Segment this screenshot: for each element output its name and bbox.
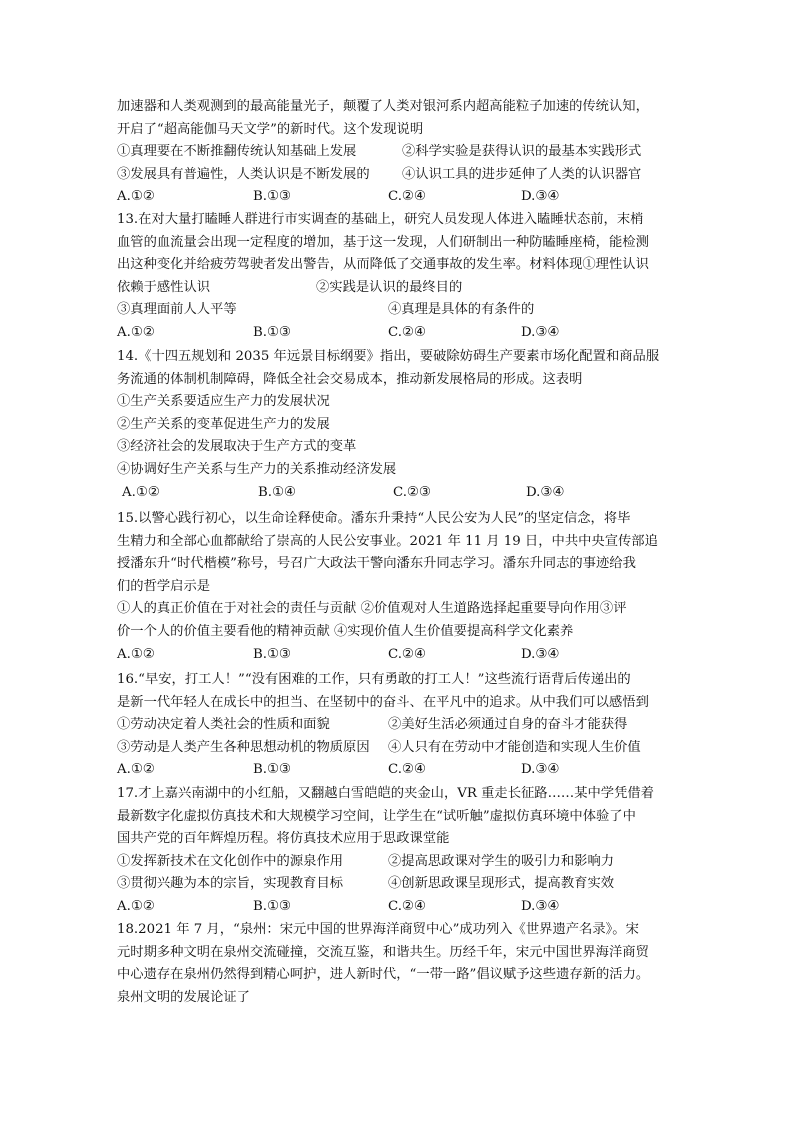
option-d: D.③④ (521, 898, 560, 914)
question-text-line: 是新一代年轻人在成长中的担当、在坚韧中的奋斗、在平凡中的追求。从中我们可以感悟到 (117, 694, 649, 710)
answer-options (117, 186, 683, 209)
option-b: B.①③ (253, 898, 291, 914)
statement-row (117, 714, 683, 737)
option-d: D.③④ (521, 762, 560, 778)
option-a: A.①② (117, 189, 155, 205)
statement-item: ②实践是认识的最终目的 (316, 279, 463, 295)
question-text-line: 务流通的体制机制障碍，降低全社会交易成本，推动新发展格局的形成。这表明 (117, 371, 583, 387)
statement-item: ④认识工具的进步延伸了人类的认识器官 (402, 166, 642, 182)
question-15 (117, 508, 683, 666)
answer-options (117, 644, 683, 667)
question-16 (117, 669, 683, 782)
statement-row (117, 277, 683, 300)
question-text-line: 血管的血流量会出现一定程度的增加，基于这一发现，人们研制出一种防瞌睡座椅，能检测 (117, 234, 649, 250)
question-text-line: 价一个人的价值主要看他的精神贡献 ④实现价值人生价值要提高科学文化素养 (117, 623, 574, 639)
question-14 (117, 346, 683, 504)
question-12 (117, 96, 683, 209)
question-text-line: 出这种变化并给疲劳驾驶者发出警告，从而降低了交通事故的发生率。材料体现①理性认识 (117, 257, 649, 273)
option-a: A.①② (117, 762, 155, 778)
option-a: A.①② (117, 646, 155, 662)
statement-item: ②生产关系的变革促进生产力的发展 (117, 416, 330, 432)
statement-item: ③发展具有普遍性，人类认识是不断发展的 (117, 166, 370, 182)
option-b: B.①③ (253, 324, 291, 340)
question-18 (117, 919, 683, 1009)
statement-item: ④协调好生产关系与生产力的关系推动经济发展 (117, 461, 397, 477)
option-b: B.①③ (253, 762, 291, 778)
option-d: D.③④ (521, 189, 560, 205)
option-c: C.②③ (393, 484, 431, 500)
question-text-line: 元时期多种文明在泉州交流碰撞，交流互鉴，和谐共生。历经千年，宋元中国世界海洋商贸 (117, 944, 649, 960)
question-text-line: ①人的真正价值在于对社会的责任与贡献 ②价值观对人生道路选择起重要导向作用③评 (117, 601, 627, 617)
statement-item: ①劳动决定着人类社会的性质和面貌 (117, 717, 330, 733)
statement-item: ④人只有在劳动中才能创造和实现人生价值 (388, 739, 641, 755)
statement-item: 依赖于感性认识 (117, 279, 211, 295)
answer-options (117, 896, 683, 919)
statement-item: ④创新思政课呈现形式，提高教育实效 (388, 876, 615, 892)
statement-row (117, 873, 683, 896)
answer-options (122, 482, 688, 505)
question-text-line: 15.以警心践行初心，以生命诠释使命。潘东升秉持“人民公安为人民”的坚定信念，将毕 (117, 511, 631, 526)
question-text-line: 中心遗存在泉州仍然得到精心呵护，进人新时代，“一带一路”倡议赋予这些遗存新的活力。 (117, 967, 650, 983)
option-d: D.③④ (521, 324, 560, 340)
question-text-line: 开启了“超高能伽马天文学”的新时代。这个发现说明 (117, 121, 424, 137)
question-text-line: 17.才上嘉兴南湖中的小红船，又翻越白雪皑皑的夹金山，VR 重走长征路……某中学凭借着 (117, 786, 654, 801)
statement-row (117, 851, 683, 874)
statement-item: ③真理面前人人平等 (117, 302, 237, 318)
statement-item: ③经济社会的发展取决于生产方式的变革 (117, 439, 357, 455)
option-b: B.①③ (253, 646, 291, 662)
statement-item: ①真理要在不断推翻传统认知基础上发展 (117, 144, 357, 160)
statement-row (117, 141, 683, 164)
question-text-line: 最新数字化虚拟仿真技术和大规模学习空间，让学生在“试听触”虚拟仿真环境中体验了中 (117, 808, 636, 824)
statement-item: ③劳动是人类产生各种思想动机的物质原因 (117, 739, 370, 755)
option-a: A.①② (117, 898, 155, 914)
option-c: C.②④ (388, 189, 426, 205)
statement-item: ①发挥新技术在文化创作中的源泉作用 (117, 853, 344, 869)
option-d: D.③④ (521, 646, 560, 662)
answer-options (117, 322, 683, 345)
question-text-line: 生精力和全部心血都献给了崇高的人民公安事业。2021 年 11 月 19 日，中共中央宣传部追 (117, 533, 658, 549)
question-13 (117, 209, 683, 345)
option-b: B.①③ (253, 189, 291, 205)
question-text-line: 国共产党的百年辉煌历程。将仿真技术应用于思政课堂能 (117, 831, 450, 847)
question-text-line: 16.“早安，打工人！”“没有困难的工作，只有勇敢的打工人！”这些流行语背后传递出的 (117, 672, 631, 687)
statement-row (117, 737, 683, 760)
option-d: D.③④ (526, 484, 565, 500)
statement-row (117, 164, 683, 187)
question-text-line: 14.《十四五规划和 2035 年远景目标纲要》指出，要破除妨碍生产要素市场化配置和商品服 (117, 349, 660, 364)
question-text-line: 加速器和人类观测到的最高能量光子，颠覆了人类对银河系内超高能粒子加速的传统认知， (117, 99, 649, 114)
option-c: C.②④ (388, 762, 426, 778)
statement-item: ④真理是具体的有条件的 (388, 302, 535, 318)
question-text-line: 们的哲学启示是 (117, 578, 211, 594)
statement-item: ②美好生活必须通过自身的奋斗才能获得 (388, 717, 628, 733)
statement-item: ①生产关系要适应生产力的发展状况 (117, 394, 330, 410)
option-a: A.①② (117, 324, 155, 340)
question-text-line: 13.在对大量打瞌睡人群进行市实调查的基础上，研究人员发现人体进入瞌睡状态前，末梢 (117, 212, 644, 227)
option-b: B.①④ (258, 484, 296, 500)
option-c: C.②④ (388, 324, 426, 340)
statement-row (117, 299, 683, 322)
option-a: A.①② (122, 484, 160, 500)
question-text-line: 授潘东升“时代楷模”称号，号召广大政法干警向潘东升同志学习。潘东升同志的事迹给我 (117, 556, 636, 572)
statement-item: ②科学实验是获得认识的最基本实践形式 (402, 144, 642, 160)
question-text-line: 泉州文明的发展论证了 (117, 989, 250, 1005)
option-c: C.②④ (388, 898, 426, 914)
option-c: C.②④ (388, 646, 426, 662)
question-text-line: 18.2021 年 7 月，“泉州：宋元中国的世界海洋商贸中心”成功列入《世界遗产名录》。宋 (117, 922, 639, 937)
answer-options (117, 759, 683, 782)
question-17 (117, 783, 683, 919)
statement-item: ③贯彻兴趣为本的宗旨，实现教育目标 (117, 876, 344, 892)
statement-item: ②提高思政课对学生的吸引力和影响力 (388, 853, 615, 869)
